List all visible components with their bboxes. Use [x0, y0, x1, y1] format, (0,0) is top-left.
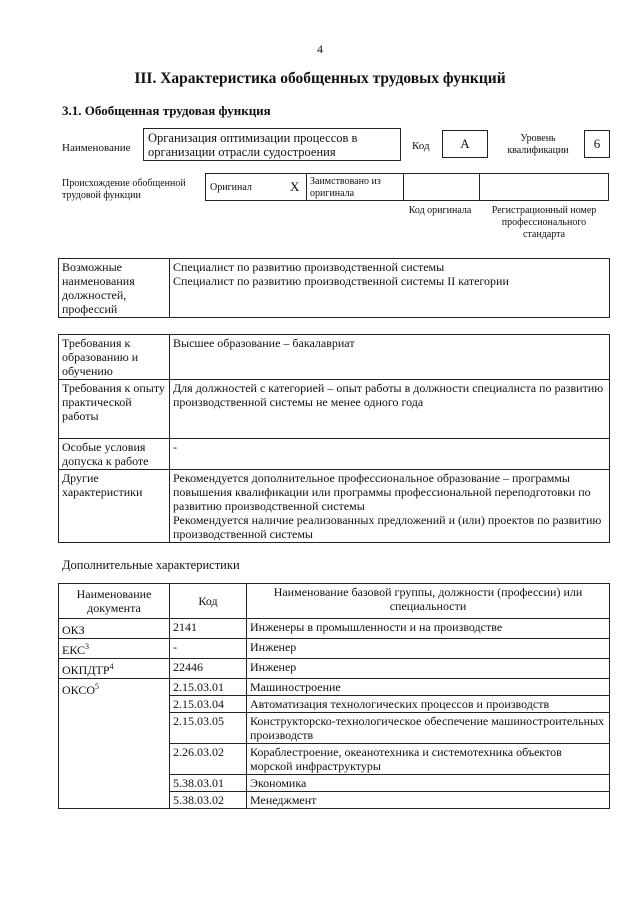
table-row: [59, 619, 610, 639]
function-name-label: Наименование: [62, 142, 131, 154]
requirements-table: [58, 334, 610, 543]
position-item: Специалист по развитию производственной системы: [173, 260, 445, 274]
name-cell: Инженеры в промышленности и на производстве: [247, 619, 610, 639]
name-cell: Машиностроение: [247, 679, 610, 696]
header-code: Код: [170, 584, 247, 619]
other-characteristics-item: Рекомендуется наличие реализованных предложений и (или) проектов по развитию производственной системы: [173, 513, 602, 541]
code-cell: 2.15.03.05: [170, 713, 247, 744]
borrowed-label: Заимствовано из оригинала: [310, 176, 381, 199]
original-mark: X: [290, 179, 300, 194]
page-number: 4: [317, 42, 323, 56]
code-label: Код: [412, 140, 430, 152]
experience-value: Для должностей с категорией – опыт работы в должности специалиста по развитию производственной системы не менее одного года: [170, 380, 610, 439]
name-cell: Автоматизация технологических процессов и производств: [247, 696, 610, 713]
code-cell: -: [170, 639, 247, 659]
origin-divider: [479, 174, 480, 200]
level-label: Уровень квалификации: [507, 133, 569, 156]
additional-table: [58, 583, 610, 809]
code-cell: 2141: [170, 619, 247, 639]
positions-values: [170, 259, 610, 318]
table-row: [59, 679, 610, 696]
origin-table: [205, 173, 609, 201]
code-value: А: [442, 130, 488, 158]
table-row: [59, 659, 610, 679]
other-characteristics-label: Другие характеристики: [59, 470, 170, 543]
doc-cell: ОКПДТР$^4$: [59, 659, 170, 679]
positions-label: Возможные наименования должностей, профессий: [59, 259, 170, 318]
education-value: Высшее образование – бакалавриат: [170, 335, 610, 380]
other-characteristics-value: [170, 470, 610, 543]
header-name: Наименование базовой группы, должности (профессии) или специальности: [247, 584, 610, 619]
doc-cell: ОКСО$^5$: [59, 679, 170, 809]
subsection-title: 3.1. Обобщенная трудовая функция: [62, 103, 271, 118]
level-value: 6: [584, 130, 610, 158]
doc-cell: ЕКС$^3$: [59, 639, 170, 659]
education-label: Требования к образованию и обучению: [59, 335, 170, 380]
origin-divider: [403, 174, 404, 200]
special-conditions-label: Особые условия допуска к работе: [59, 439, 170, 470]
name-cell: Менеджмент: [247, 792, 610, 809]
header-document: Наименование документа: [59, 584, 170, 619]
original-label: Оригинал: [210, 182, 252, 193]
name-cell: Инженер: [247, 639, 610, 659]
table-row: [59, 639, 610, 659]
name-cell: Кораблестроение, океанотехника и системотехника объектов морской инфраструктуры: [247, 744, 610, 775]
position-item: Специалист по развитию производственной системы II категории: [173, 274, 509, 288]
code-cell: 2.15.03.01: [170, 679, 247, 696]
positions-table: [58, 258, 610, 318]
doc-cell: ОКЗ: [59, 619, 170, 639]
code-original-label: Код оригинала: [408, 205, 472, 216]
code-cell: 2.15.03.04: [170, 696, 247, 713]
reg-number-label: Регистрационный номер профессионального стандарта: [491, 205, 597, 240]
additional-title: Дополнительные характеристики: [62, 558, 240, 572]
code-cell: 5.38.03.02: [170, 792, 247, 809]
function-name-value: Организация оптимизации процессов в организации отрасли судостроения: [143, 128, 401, 161]
code-cell: 22446: [170, 659, 247, 679]
special-conditions-value: -: [170, 439, 610, 470]
origin-divider: [306, 174, 307, 200]
name-cell: Экономика: [247, 775, 610, 792]
other-characteristics-item: Рекомендуется дополнительное профессиональное образование – программы повышения квалификации или программы профессиональной переподготовки по развитию производственной системы: [173, 471, 591, 513]
section-title: III. Характеристика обобщенных трудовых функций: [134, 70, 506, 87]
origin-label: Происхождение обобщенной трудовой функции: [62, 178, 186, 201]
code-cell: 5.38.03.01: [170, 775, 247, 792]
name-cell: Конструкторско-технологическое обеспечение машиностроительных производств: [247, 713, 610, 744]
experience-label: Требования к опыту практической работы: [59, 380, 170, 439]
code-cell: 2.26.03.02: [170, 744, 247, 775]
name-cell: Инженер: [247, 659, 610, 679]
